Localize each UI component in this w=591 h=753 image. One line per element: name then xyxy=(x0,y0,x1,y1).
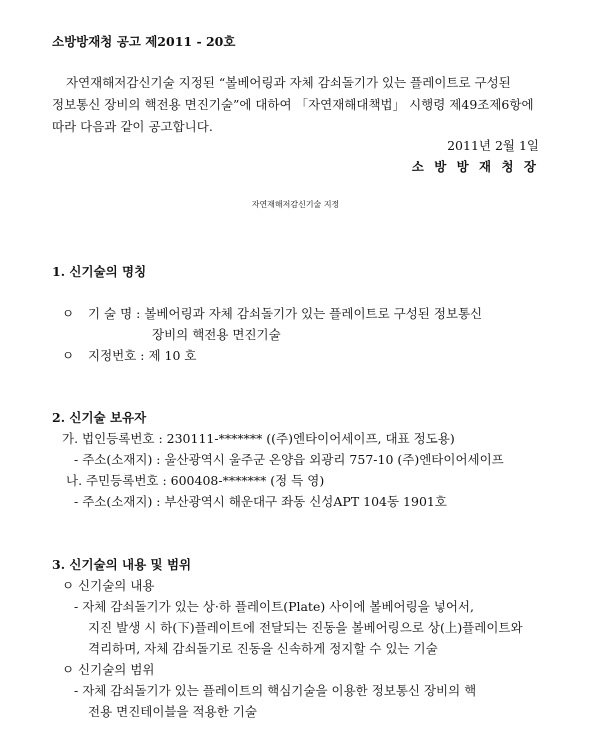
scope-line-2: 전용 면진테이블을 적용한 기술 xyxy=(88,704,257,719)
announcement-date: 2011년 2월 1일 xyxy=(447,138,539,153)
holder-2: 나. 주민등록번호 : 600408-******* (정 득 영) xyxy=(66,473,325,488)
content-line-3: 격리하며, 자체 감쇠돌기로 진동을 신속하게 정지할 수 있는 기술 xyxy=(88,641,438,656)
tech-name-line-2: 장비의 핵전용 면진기술 xyxy=(152,327,281,342)
content-line-1: - 자체 감쇠돌기가 있는 상·하 플레이트(Plate) 사이에 볼베어링을 넣어서, xyxy=(74,599,474,614)
document-title: 자연재해저감신기술 지정 xyxy=(251,200,340,209)
tech-name-label: 기 술 명 : xyxy=(88,306,141,321)
tech-name-line-1: 볼베어링과 자체 감쇠돌기가 있는 플레이트로 구성된 정보통신 xyxy=(144,306,483,321)
scope-line-1: - 자체 감쇠돌기가 있는 플레이트의 핵심기술을 이용한 정보통신 장비의 핵 xyxy=(74,683,477,698)
issuer-name: 소 방 방 재 청 장 xyxy=(411,159,539,174)
bullet-marker: ㅇ xyxy=(62,348,75,363)
designation-number: 지정번호 : 제 10 호 xyxy=(88,348,197,363)
content-line-2: 지진 발생 시 하(下)플레이트에 전달되는 진동을 볼베어링으로 상(上)플레이트와 xyxy=(88,620,523,635)
intro-line-2: 정보통신 장비의 핵전용 면진기술”에 대하여 「자연재해대책법」 시행령 제49조제6항에 xyxy=(52,97,534,112)
holder-1-address: - 주소(소재지) : 울산광역시 울주군 온양읍 외광리 757-10 (주)엔타이어세이프 xyxy=(74,452,504,467)
section3-heading: 3. 신기술의 내용 및 범위 xyxy=(52,557,192,572)
intro-line-1: 자연재해저감신기술 지정된 “볼베어링과 자체 감쇠돌기가 있는 플레이트로 구성된 xyxy=(66,75,511,90)
scope-heading: ㅇ 신기술의 범위 xyxy=(62,662,155,677)
content-heading: ㅇ 신기술의 내용 xyxy=(62,578,155,593)
holder-2-address: - 주소(소재지) : 부산광역시 해운대구 좌동 신성APT 104동 1901호 xyxy=(74,494,447,509)
intro-line-3: 따라 다음과 같이 공고합니다. xyxy=(52,119,213,134)
section1-heading: 1. 신기술의 명칭 xyxy=(52,264,147,279)
holder-1: 가. 법인등록번호 : 230111-******* ((주)엔타이어세이프, 대표 정도용) xyxy=(62,431,455,446)
section1-bullet-name xyxy=(62,305,482,323)
section2-heading: 2. 신기술 보유자 xyxy=(52,410,147,425)
section1-bullet-designation xyxy=(62,347,196,365)
announcement-number: 소방방재청 공고 제2011 - 20호 xyxy=(52,34,236,49)
bullet-marker: ㅇ xyxy=(62,306,75,321)
